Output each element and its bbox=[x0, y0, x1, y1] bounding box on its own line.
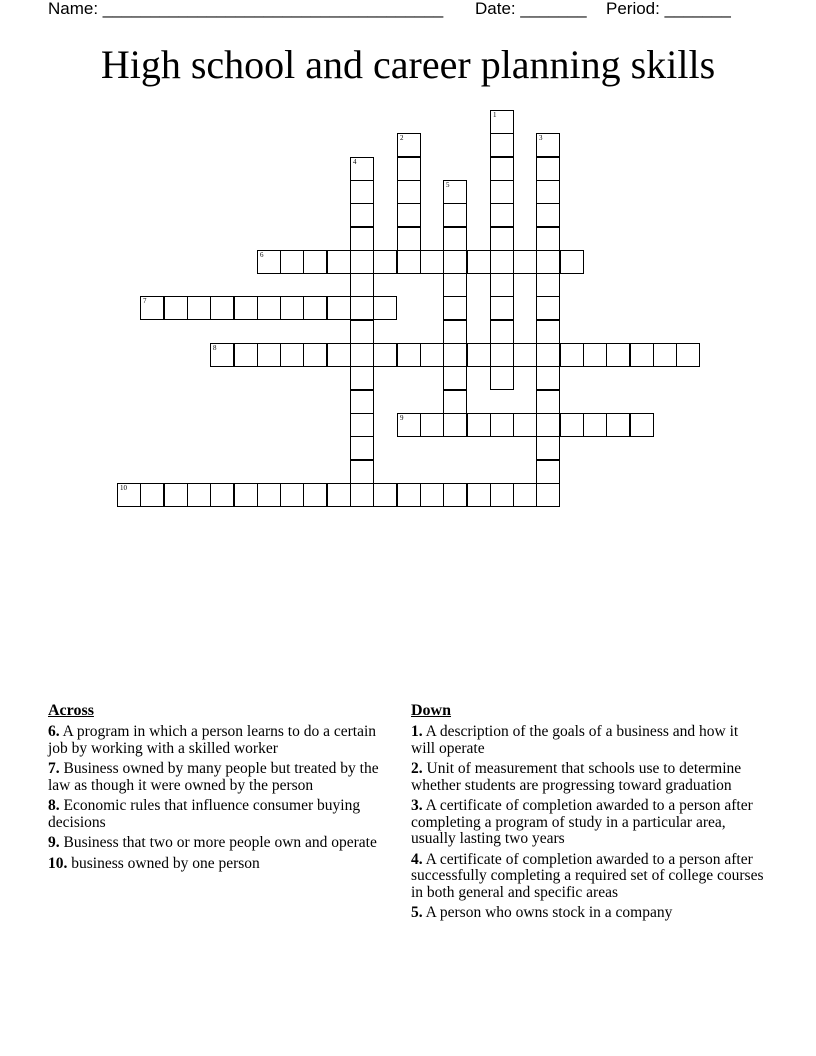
across-clue bbox=[48, 761, 393, 794]
grid-cell[interactable] bbox=[350, 250, 374, 274]
grid-cell[interactable] bbox=[350, 157, 374, 181]
grid-cell[interactable] bbox=[397, 413, 421, 437]
grid-cell[interactable] bbox=[443, 180, 467, 204]
grid-cell[interactable] bbox=[280, 296, 304, 320]
grid-cell[interactable] bbox=[140, 296, 164, 320]
grid-cell[interactable] bbox=[327, 483, 351, 507]
grid-cell[interactable] bbox=[560, 413, 584, 437]
grid-cell[interactable] bbox=[257, 250, 281, 274]
grid-cell[interactable] bbox=[513, 250, 537, 274]
grid-cell[interactable] bbox=[490, 320, 514, 344]
grid-cell[interactable] bbox=[303, 250, 327, 274]
grid-cell[interactable] bbox=[513, 413, 537, 437]
grid-cell[interactable] bbox=[536, 483, 560, 507]
name-field[interactable]: Name: ____________________________________ bbox=[48, 0, 444, 18]
grid-cell[interactable] bbox=[164, 483, 188, 507]
clue-text: business owned by one person bbox=[71, 854, 260, 872]
cell-number: 10 bbox=[120, 484, 127, 492]
clue-text: A description of the goals of a business and how it will operate bbox=[411, 723, 739, 757]
grid-cell[interactable] bbox=[303, 343, 327, 367]
clue-number: 1. bbox=[411, 723, 423, 740]
grid-cell[interactable] bbox=[397, 343, 421, 367]
grid-cell[interactable] bbox=[443, 296, 467, 320]
grid-cell[interactable] bbox=[536, 366, 560, 390]
grid-cell[interactable] bbox=[303, 296, 327, 320]
grid-cell[interactable] bbox=[164, 296, 188, 320]
down-clue bbox=[411, 798, 766, 848]
grid-cell[interactable] bbox=[350, 273, 374, 297]
grid-cell[interactable] bbox=[490, 343, 514, 367]
grid-cell[interactable] bbox=[606, 413, 630, 437]
clue-number: 6. bbox=[48, 723, 60, 740]
grid-cell[interactable] bbox=[467, 483, 491, 507]
clue-number: 3. bbox=[411, 797, 423, 814]
grid-cell[interactable] bbox=[513, 343, 537, 367]
grid-cell[interactable] bbox=[490, 296, 514, 320]
grid-cell[interactable] bbox=[443, 390, 467, 414]
grid-cell[interactable] bbox=[350, 180, 374, 204]
grid-cell[interactable] bbox=[490, 413, 514, 437]
grid-cell[interactable] bbox=[373, 483, 397, 507]
grid-cell[interactable] bbox=[490, 157, 514, 181]
grid-cell[interactable] bbox=[490, 203, 514, 227]
grid-cell[interactable] bbox=[560, 343, 584, 367]
grid-cell[interactable] bbox=[373, 296, 397, 320]
grid-cell[interactable] bbox=[583, 343, 607, 367]
down-clue bbox=[411, 724, 766, 757]
clue-number: 4. bbox=[411, 850, 423, 868]
cell-number: 6 bbox=[260, 251, 264, 259]
grid-cell[interactable] bbox=[443, 227, 467, 251]
grid-cell[interactable] bbox=[234, 483, 258, 507]
grid-cell[interactable] bbox=[443, 483, 467, 507]
clue-text: Business owned by many people but treated by the law as though it were owned by the person bbox=[48, 760, 379, 794]
grid-cell[interactable] bbox=[397, 483, 421, 507]
grid-cell[interactable] bbox=[653, 343, 677, 367]
grid-cell[interactable] bbox=[536, 157, 560, 181]
grid-cell[interactable] bbox=[350, 343, 374, 367]
grid-cell[interactable] bbox=[280, 343, 304, 367]
grid-cell[interactable] bbox=[420, 343, 444, 367]
grid-cell[interactable] bbox=[513, 483, 537, 507]
grid-cell[interactable] bbox=[420, 483, 444, 507]
grid-cell[interactable] bbox=[350, 390, 374, 414]
grid-cell[interactable] bbox=[536, 390, 560, 414]
grid-cell[interactable] bbox=[327, 343, 351, 367]
grid-cell[interactable] bbox=[350, 436, 374, 460]
grid-cell[interactable] bbox=[210, 296, 234, 320]
period-field[interactable]: Period: _______ bbox=[606, 0, 731, 18]
grid-cell[interactable] bbox=[490, 250, 514, 274]
grid-cell[interactable] bbox=[490, 273, 514, 297]
grid-cell[interactable] bbox=[536, 320, 560, 344]
grid-cell[interactable] bbox=[467, 343, 491, 367]
grid-cell[interactable] bbox=[536, 250, 560, 274]
grid-cell[interactable] bbox=[536, 180, 560, 204]
grid-cell[interactable] bbox=[350, 203, 374, 227]
clue-text: A program in which a person learns to do a certain job by working with a skilled worker bbox=[48, 723, 377, 757]
grid-cell[interactable] bbox=[443, 320, 467, 344]
grid-cell[interactable] bbox=[350, 483, 374, 507]
cell-number: 2 bbox=[400, 134, 404, 142]
grid-cell[interactable] bbox=[397, 180, 421, 204]
grid-cell[interactable] bbox=[536, 133, 560, 157]
grid-cell[interactable] bbox=[350, 413, 374, 437]
grid-cell[interactable] bbox=[257, 343, 281, 367]
grid-cell[interactable] bbox=[397, 250, 421, 274]
grid-cell[interactable] bbox=[443, 273, 467, 297]
grid-cell[interactable] bbox=[443, 250, 467, 274]
grid-cell[interactable] bbox=[303, 483, 327, 507]
cell-number: 7 bbox=[143, 297, 147, 305]
grid-cell[interactable] bbox=[210, 343, 234, 367]
cell-number: 9 bbox=[400, 414, 404, 422]
page-title: High school and career planning skills bbox=[100, 42, 716, 87]
cell-number: 3 bbox=[539, 134, 543, 142]
grid-cell[interactable] bbox=[187, 483, 211, 507]
cell-number: 4 bbox=[353, 158, 357, 166]
grid-cell[interactable] bbox=[210, 483, 234, 507]
grid-cell[interactable] bbox=[536, 296, 560, 320]
across-clues bbox=[48, 702, 393, 876]
down-clue bbox=[411, 761, 766, 794]
grid-cell[interactable] bbox=[536, 203, 560, 227]
grid-cell[interactable] bbox=[536, 460, 560, 484]
grid-cell[interactable] bbox=[443, 343, 467, 367]
grid-cell[interactable] bbox=[234, 343, 258, 367]
grid-cell[interactable] bbox=[234, 296, 258, 320]
grid-cell[interactable] bbox=[536, 273, 560, 297]
grid-cell[interactable] bbox=[350, 296, 374, 320]
grid-cell[interactable] bbox=[397, 157, 421, 181]
grid-cell[interactable] bbox=[490, 227, 514, 251]
clue-number: 10. bbox=[48, 854, 68, 872]
grid-cell[interactable] bbox=[443, 366, 467, 390]
grid-cell[interactable] bbox=[140, 483, 164, 507]
cell-number: 5 bbox=[446, 181, 450, 189]
grid-cell[interactable] bbox=[606, 343, 630, 367]
grid-cell[interactable] bbox=[117, 483, 141, 507]
grid-cell[interactable] bbox=[490, 110, 514, 134]
date-field[interactable]: Date: _______ bbox=[475, 0, 587, 18]
cell-number: 8 bbox=[213, 344, 217, 352]
clue-number: 5. bbox=[411, 904, 423, 921]
grid-cell[interactable] bbox=[630, 413, 654, 437]
clue-number: 7. bbox=[48, 760, 60, 777]
grid-cell[interactable] bbox=[327, 250, 351, 274]
grid-cell[interactable] bbox=[397, 227, 421, 251]
grid-cell[interactable] bbox=[467, 250, 491, 274]
grid-cell[interactable] bbox=[443, 413, 467, 437]
grid-cell[interactable] bbox=[280, 483, 304, 507]
down-clue bbox=[411, 852, 766, 902]
grid-cell[interactable] bbox=[327, 296, 351, 320]
clue-text: A person who owns stock in a company bbox=[425, 904, 673, 921]
clue-text: Unit of measurement that schools use to determine whether students are progressing toward graduation bbox=[411, 760, 742, 794]
clue-number: 9. bbox=[48, 834, 60, 851]
grid-cell[interactable] bbox=[536, 436, 560, 460]
clue-number: 8. bbox=[48, 797, 60, 814]
grid-cell[interactable] bbox=[280, 250, 304, 274]
across-clue bbox=[48, 856, 393, 873]
grid-cell[interactable] bbox=[443, 203, 467, 227]
grid-cell[interactable] bbox=[536, 413, 560, 437]
across-clue bbox=[48, 798, 393, 831]
across-clue bbox=[48, 835, 393, 852]
grid-cell[interactable] bbox=[187, 296, 211, 320]
grid-cell[interactable] bbox=[373, 250, 397, 274]
grid-cell[interactable] bbox=[257, 296, 281, 320]
grid-cell[interactable] bbox=[536, 343, 560, 367]
clue-text: A certificate of completion awarded to a person after completing a program of study in a particular area, usually lasting two years bbox=[411, 797, 753, 847]
grid-cell[interactable] bbox=[397, 133, 421, 157]
across-clue bbox=[48, 724, 393, 757]
cell-number: 1 bbox=[493, 111, 497, 119]
grid-cell[interactable] bbox=[490, 133, 514, 157]
grid-cell[interactable] bbox=[490, 366, 514, 390]
grid-cell[interactable] bbox=[420, 413, 444, 437]
grid-cell[interactable] bbox=[490, 180, 514, 204]
across-heading: Across bbox=[48, 702, 94, 719]
clue-text: Business that two or more people own and operate bbox=[63, 834, 377, 851]
grid-cell[interactable] bbox=[350, 460, 374, 484]
grid-cell[interactable] bbox=[467, 413, 491, 437]
grid-cell[interactable] bbox=[490, 483, 514, 507]
grid-cell[interactable] bbox=[350, 320, 374, 344]
grid-cell[interactable] bbox=[350, 366, 374, 390]
grid-cell[interactable] bbox=[630, 343, 654, 367]
clue-number: 2. bbox=[411, 760, 423, 777]
clue-text: Economic rules that influence consumer buying decisions bbox=[48, 797, 361, 831]
grid-cell[interactable] bbox=[676, 343, 700, 367]
grid-cell[interactable] bbox=[560, 250, 584, 274]
grid-cell[interactable] bbox=[536, 227, 560, 251]
down-clues bbox=[411, 702, 766, 926]
down-heading: Down bbox=[411, 702, 452, 719]
grid-cell[interactable] bbox=[397, 203, 421, 227]
grid-cell[interactable] bbox=[257, 483, 281, 507]
clue-text: A certificate of completion awarded to a person after successfully completing a required set of college courses in both general and specific areas bbox=[411, 850, 764, 901]
down-clue bbox=[411, 905, 766, 922]
grid-cell[interactable] bbox=[350, 227, 374, 251]
grid-cell[interactable] bbox=[373, 343, 397, 367]
grid-cell[interactable] bbox=[420, 250, 444, 274]
grid-cell[interactable] bbox=[583, 413, 607, 437]
